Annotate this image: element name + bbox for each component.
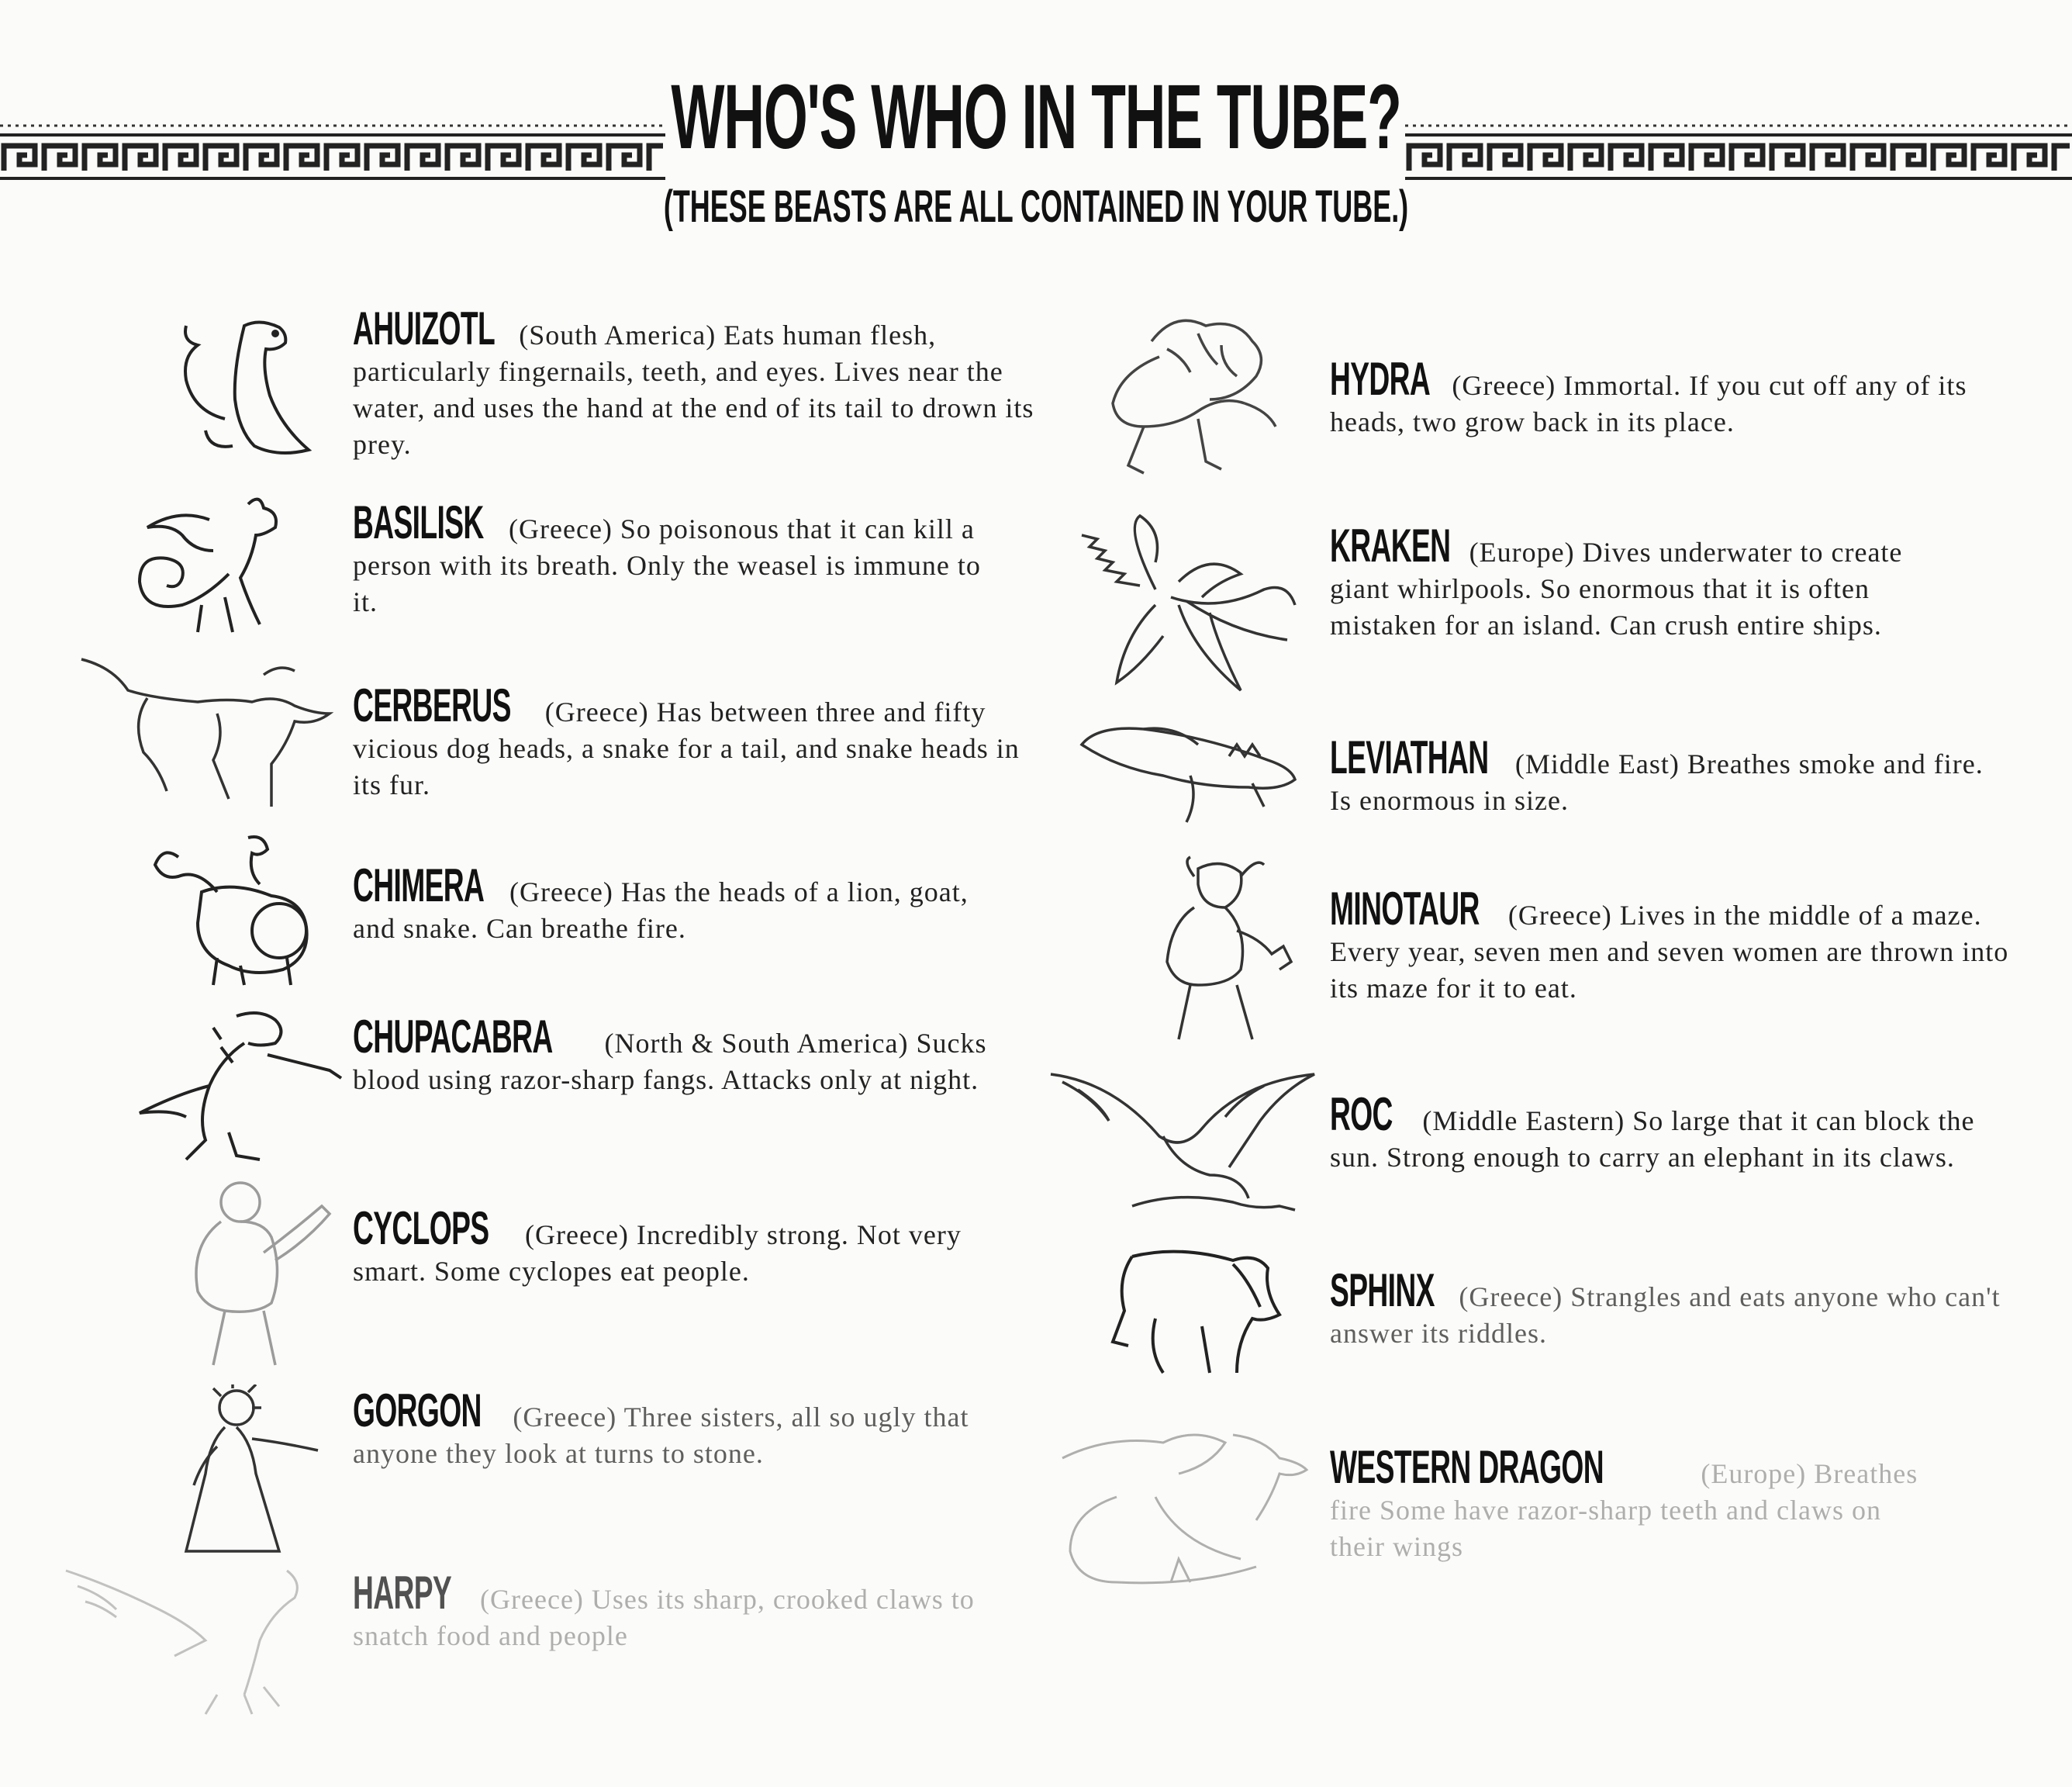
page-title: WHO'S WHO IN THE TUBE?	[671, 66, 1401, 168]
entry-gorgon	[353, 1384, 1035, 1472]
sphinx-icon	[1109, 1241, 1311, 1381]
ahuizotl-icon	[159, 310, 314, 465]
page-subtitle: (THESE BEASTS ARE ALL CONTAINED IN YOUR TUBE.)	[663, 181, 1409, 232]
entry-roc	[1330, 1088, 2028, 1176]
entry-description: (Europe) Dives underwater to create giant whirlpools. So enormous that it is often mistaken for an island. Can crush entire ships.	[1330, 537, 1903, 641]
entry-name: HYDRA	[1330, 353, 1431, 405]
entry-sphinx	[1330, 1264, 2028, 1352]
entry-chupacabra	[353, 1011, 989, 1098]
entry-name: ROC	[1330, 1088, 1393, 1140]
entry-description: (Greece) Immortal. If you cut off any of its heads, two grow back in its place.	[1330, 370, 1967, 437]
entry-western-dragon	[1330, 1441, 1919, 1565]
entry-description: (Greece) So poisonous that it can kill a person with its breath. Only the weasel is immune to it.	[353, 513, 981, 617]
harpy-icon	[62, 1563, 318, 1718]
entry-description: (North & South America) Sucks blood using razor-sharp fangs. Attacks only at night.	[353, 1028, 987, 1095]
entry-leviathan	[1330, 731, 2012, 819]
roc-icon	[1047, 1066, 1318, 1222]
western-dragon-icon	[1055, 1427, 1311, 1590]
basilisk-icon	[132, 489, 318, 644]
leviathan-icon	[1074, 721, 1299, 830]
entry-description: (Europe) Breathes fire Some have razor-sharp teeth and claws on their wings	[1330, 1458, 1918, 1562]
entry-name: CHUPACABRA	[353, 1011, 553, 1063]
entry-description: (South America) Eats human flesh, particularly fingernails, teeth, and eyes. Lives near the water, and uses the hand at the end of its tail to drown its prey.	[353, 320, 1034, 460]
entry-name: HARPY	[353, 1567, 452, 1619]
greek-key-border-left	[0, 116, 665, 186]
hydra-icon	[1105, 310, 1283, 489]
entry-description: (Greece) Has the heads of a lion, goat, and snake. Can breathe fire.	[353, 876, 969, 944]
entry-description: (Greece) Strangles and eats anyone who can't answer its riddles.	[1330, 1281, 2001, 1349]
entry-description: (Greece) Lives in the middle of a maze. Every year, seven men and seven women are thrown into its maze for it to eat.	[1330, 900, 2009, 1004]
entry-name: CERBERUS	[353, 679, 511, 731]
chupacabra-icon	[136, 1008, 345, 1163]
entry-description: (Greece) Three sisters, all so ugly that anyone they look at turns to stone.	[353, 1402, 969, 1469]
entry-chimera	[353, 859, 989, 947]
entry-harpy	[353, 1567, 1035, 1654]
entry-description: (Middle Eastern) So large that it can block the sun. Strong enough to carry an elephant in its claws.	[1330, 1105, 1975, 1173]
entry-name: MINOTAUR	[1330, 883, 1480, 935]
entry-name: SPHINX	[1330, 1264, 1435, 1316]
entry-name: GORGON	[353, 1384, 482, 1436]
entry-name: WESTERN DRAGON	[1330, 1441, 1604, 1493]
entry-name: LEVIATHAN	[1330, 731, 1489, 783]
entry-name: CYCLOPS	[353, 1202, 489, 1254]
kraken-icon	[1078, 512, 1303, 706]
gorgon-icon	[178, 1384, 326, 1555]
entry-description: (Greece) Has between three and fifty vicious dog heads, a snake for a tail, and snake heads in its fur.	[353, 696, 1020, 800]
entry-ahuizotl	[353, 302, 1035, 463]
entry-minotaur	[1330, 883, 2028, 1007]
entry-cyclops	[353, 1202, 989, 1290]
entry-name: CHIMERA	[353, 859, 485, 911]
cerberus-icon	[78, 652, 333, 807]
entry-description: (Greece) Incredibly strong. Not very smart. Some cyclopes eat people.	[353, 1219, 962, 1287]
entry-basilisk	[353, 496, 989, 620]
entry-description: (Greece) Uses its sharp, crooked claws to snatch food and people	[353, 1584, 975, 1651]
entry-kraken	[1330, 520, 1919, 644]
entry-name: KRAKEN	[1330, 520, 1451, 572]
cyclops-icon	[178, 1175, 333, 1369]
minotaur-icon	[1148, 853, 1303, 1047]
chimera-icon	[147, 834, 318, 989]
entry-description: (Middle East) Breathes smoke and fire. Is enormous in size.	[1330, 748, 1984, 816]
entry-hydra	[1330, 353, 2012, 441]
greek-key-border-right	[1405, 116, 2072, 186]
entry-cerberus	[353, 679, 1035, 804]
entry-name: AHUIZOTL	[353, 302, 496, 354]
entry-name: BASILISK	[353, 496, 484, 548]
